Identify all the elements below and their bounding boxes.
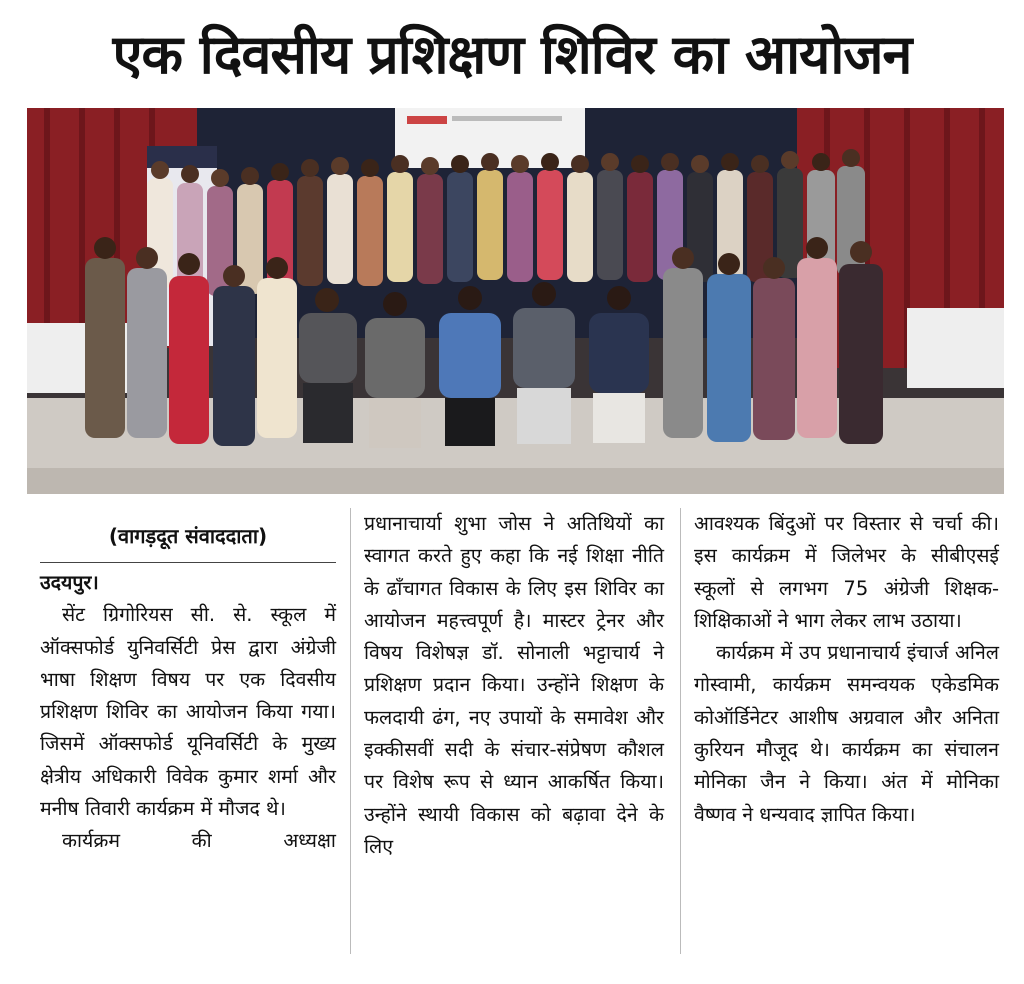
group-photo-illustration bbox=[27, 108, 1004, 494]
headline: एक दिवसीय प्रशिक्षण शिविर का आयोजन bbox=[112, 23, 912, 86]
paragraph: कार्यक्रम में उप प्रधानाचार्य इंचार्ज अनिल गोस्वामी, कार्यक्रम समन्वयक एकेडमिक कोऑर्डिनेटर आशीष अग्रवाल और अनिता कुरियन मौजूद थे। कार्यक्रम का संचालन मोनिका जैन ने किया। अंत में मोनिका वैष्णव ने धन्यवाद ज्ञापित किया। bbox=[694, 641, 999, 826]
paragraph: आवश्यक बिंदुओं पर विस्तार से चर्चा की। इस कार्यक्रम में जिलेभर के सीबीएसई स्कूलों से लगभग 75 अंग्रेजी शिक्षक-शिक्षिकाओं ने भाग लेकर लाभ उठाया। bbox=[694, 512, 999, 632]
article-column-1 bbox=[40, 508, 336, 858]
paragraph: कार्यक्रम की अध्यक्षा bbox=[62, 829, 336, 853]
article-column-2 bbox=[364, 508, 664, 863]
paragraph: प्रधानाचार्या शुभा जोस ने अतिथियों का स्वागत करते हुए कहा कि नई शिक्षा नीति के ढाँचागत विकास के लिए इस शिविर का आयोजन महत्त्वपूर्ण है। मास्टर ट्रेनर और विषय विशेषज्ञ डॉ. सोनाली भट्टाचार्य ने प्रशिक्षण प्रदान किया। उन्होंने शिक्षण के फलदायी ढंग, नए उपायों के समावेश और इक्कीसवीं सदी के संचार-संप्रेषण कौशल पर विशेष रूप से ध्यान आकर्षित किया। उन्होंने स्थायी विकास को बढ़ावा देने के लिए bbox=[364, 512, 664, 858]
article-column-3 bbox=[694, 508, 999, 831]
group-photo bbox=[27, 108, 1004, 494]
byline-rule bbox=[40, 562, 336, 563]
column-divider bbox=[350, 508, 351, 954]
byline: (वागड़दूत संवाददाता) bbox=[108, 524, 268, 548]
column-divider bbox=[680, 508, 681, 954]
dateline: उदयपुर। bbox=[40, 571, 99, 594]
paragraph: सेंट ग्रिगोरियस सी. से. स्कूल में ऑक्सफोर्ड युनिवर्सिटी प्रेस द्वारा अंग्रेजी भाषा शिक्षण विषय पर एक दिवसीय प्रशिक्षण शिविर का आयोजन किया गया। जिसमें ऑक्सफोर्ड यूनिवर्सिटी के मुख्य क्षेत्रीय अधिकारी विवेक कुमार शर्मा और मनीष तिवारी कार्यक्रम में मौजद थे। bbox=[40, 603, 336, 821]
